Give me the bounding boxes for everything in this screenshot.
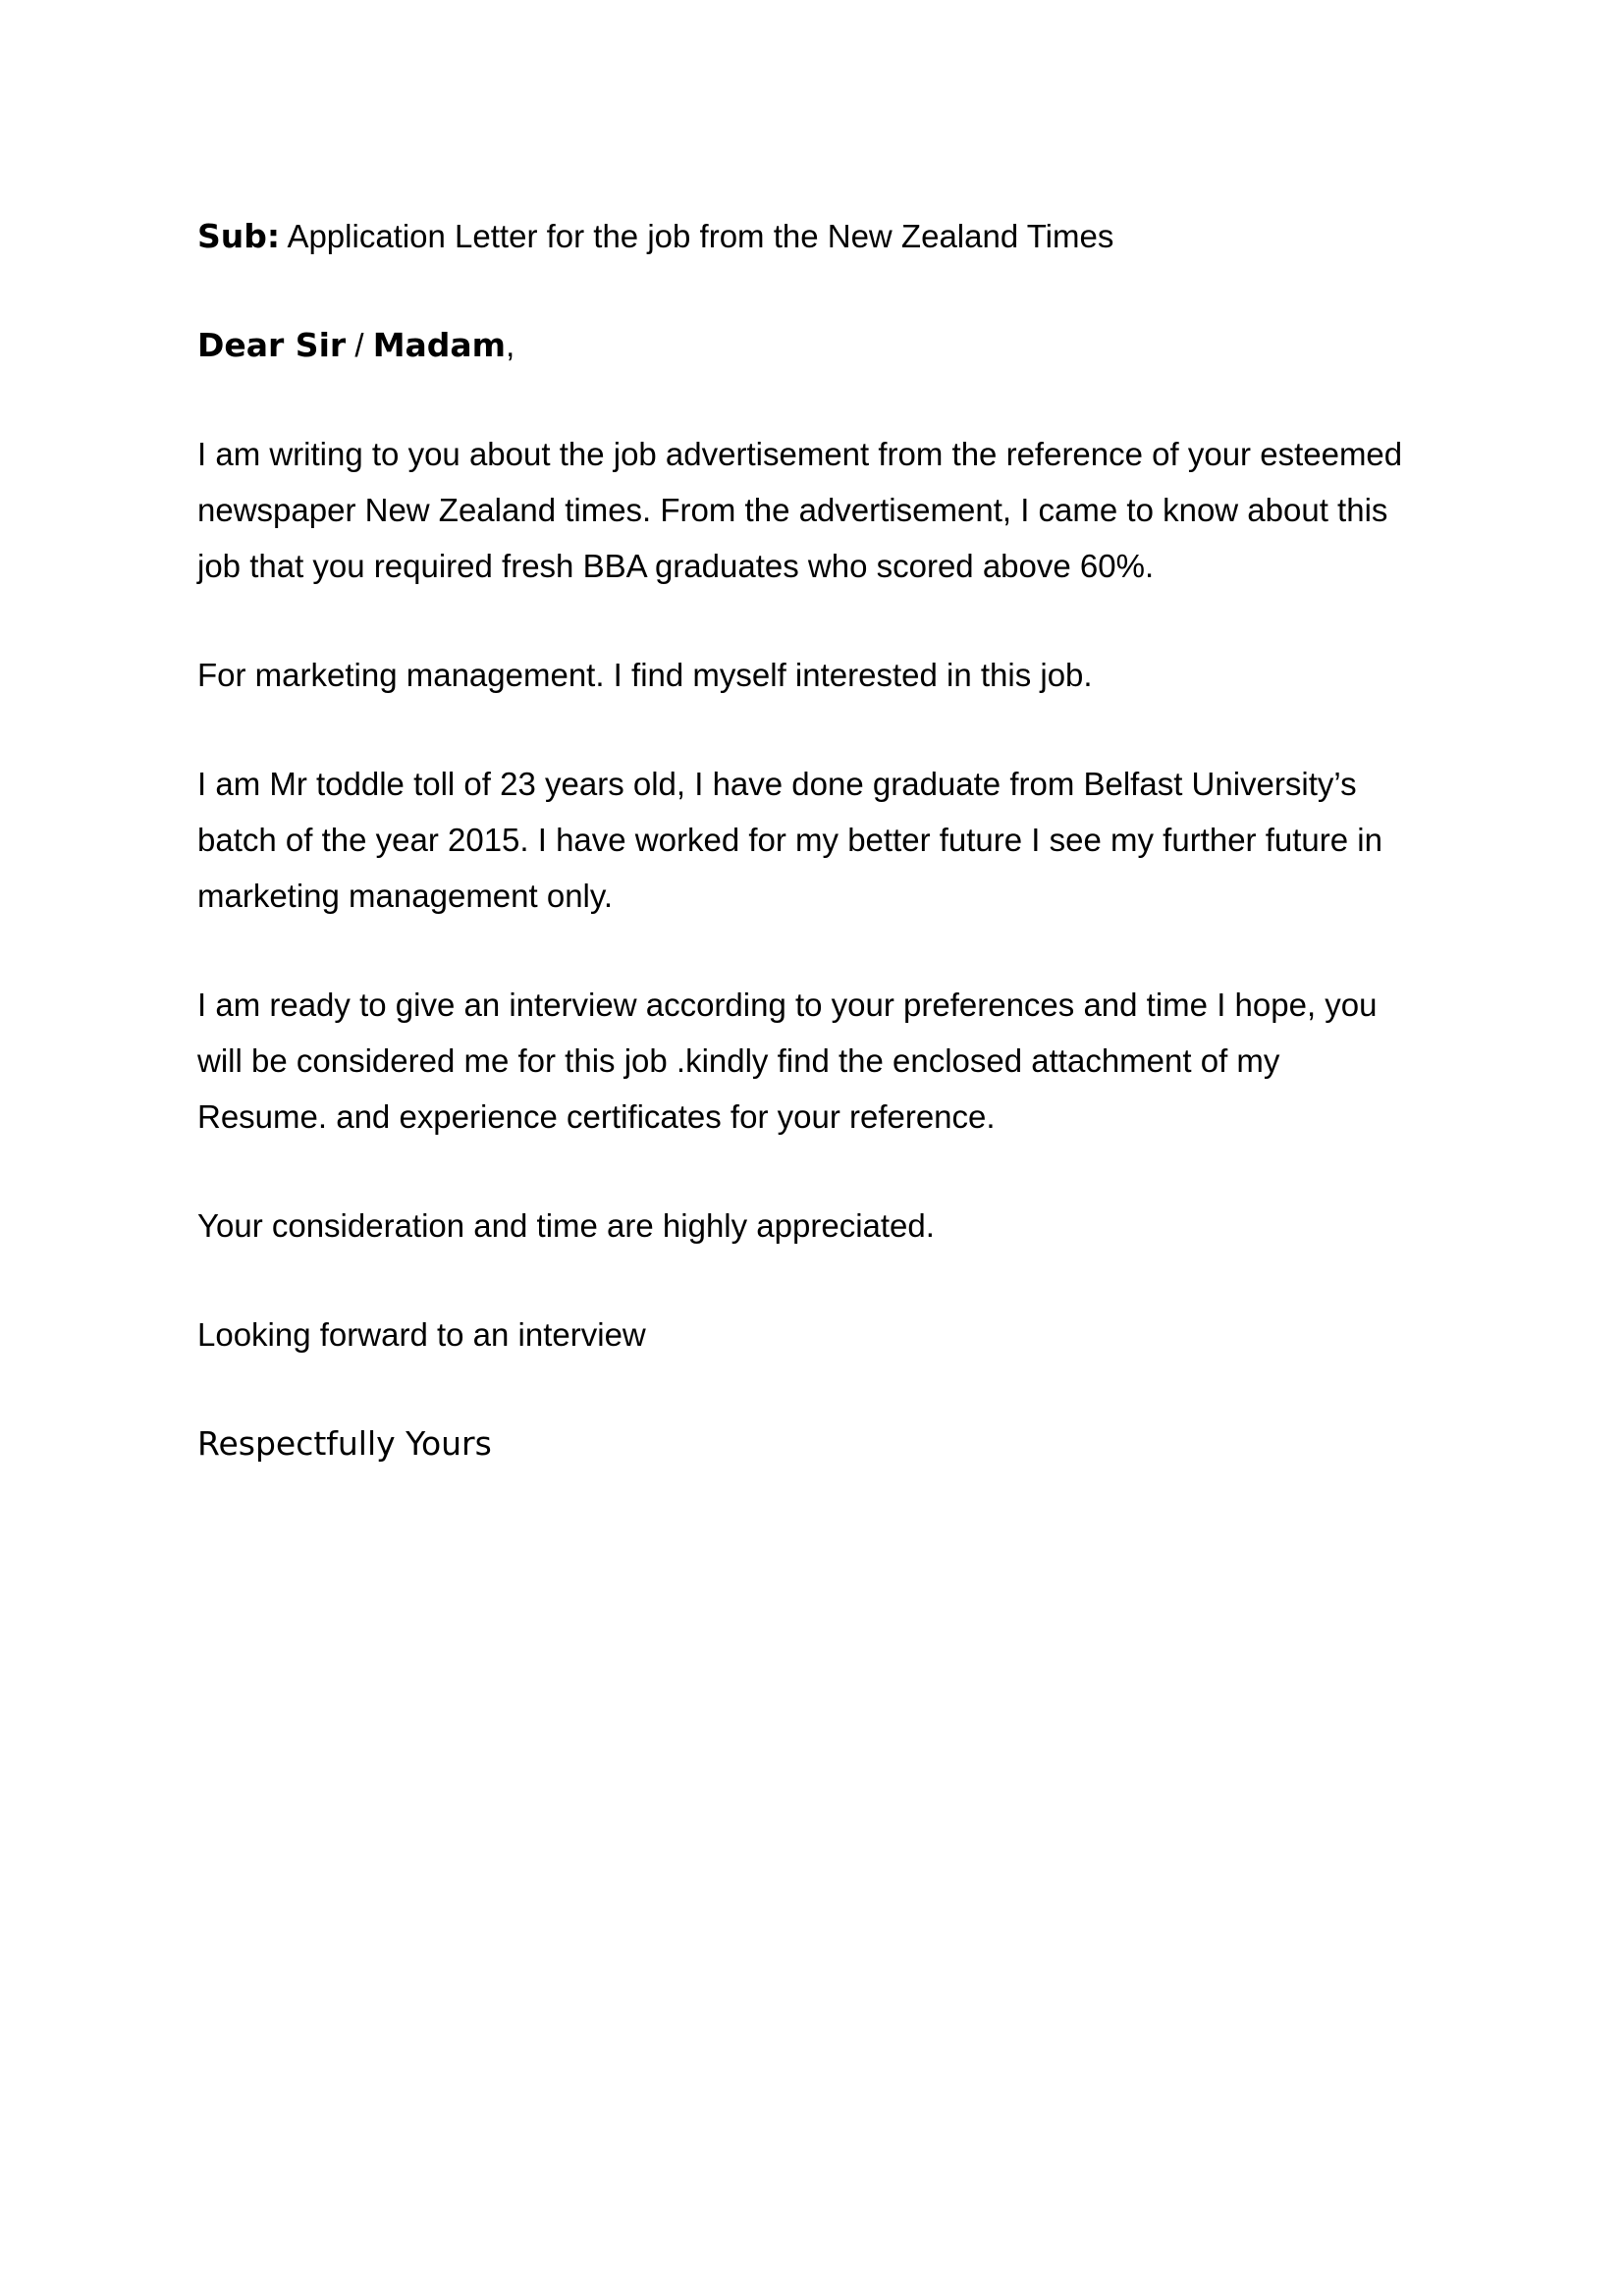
paragraph-line: job that you required fresh BBA graduates who scored above 60%. bbox=[197, 548, 1155, 584]
paragraph-line: Your consideration and time are highly appreciated. bbox=[197, 1207, 935, 1244]
paragraph-job-advertisement bbox=[197, 426, 1444, 594]
signoff: Respectfully Yours bbox=[197, 1424, 492, 1463]
paragraph-line: marketing management only. bbox=[197, 878, 614, 914]
salutation-comma: , bbox=[506, 327, 515, 363]
salutation-slash: / bbox=[346, 327, 373, 363]
paragraph-line: I am writing to you about the job advertisement from the reference of your esteemed bbox=[197, 436, 1403, 472]
paragraph-line: Looking forward to an interview bbox=[197, 1316, 646, 1353]
salutation bbox=[197, 317, 1444, 373]
letter-body bbox=[197, 208, 1444, 1471]
paragraph-appreciation bbox=[197, 1198, 1444, 1254]
paragraph-line: I am Mr toddle toll of 23 years old, I have done graduate from Belfast University’s bbox=[197, 766, 1357, 802]
paragraph-line: I am ready to give an interview according to your preferences and time I hope, you bbox=[197, 987, 1378, 1023]
paragraph-interview bbox=[197, 977, 1444, 1145]
paragraph-line: For marketing management. I find myself interested in this job. bbox=[197, 657, 1093, 693]
salutation-sir: Dear Sir bbox=[197, 326, 347, 364]
paragraph-line: will be considered me for this job .kindly find the enclosed attachment of my bbox=[197, 1042, 1280, 1079]
subject-label: Sub: bbox=[197, 217, 281, 255]
paragraph-line: newspaper New Zealand times. From the advertisement, I came to know about this bbox=[197, 492, 1388, 528]
paragraph-background bbox=[197, 756, 1444, 924]
paragraph-line: Resume. and experience certificates for your reference. bbox=[197, 1098, 996, 1135]
paragraph-closing bbox=[197, 1307, 1444, 1362]
subject-line bbox=[197, 208, 1444, 264]
salutation-madam: Madam bbox=[372, 326, 507, 364]
paragraph-interest bbox=[197, 647, 1444, 703]
subject-text: Application Letter for the job from the New Zealand Times bbox=[280, 218, 1114, 254]
paragraph-line: batch of the year 2015. I have worked for my better future I see my further future in bbox=[197, 822, 1382, 858]
